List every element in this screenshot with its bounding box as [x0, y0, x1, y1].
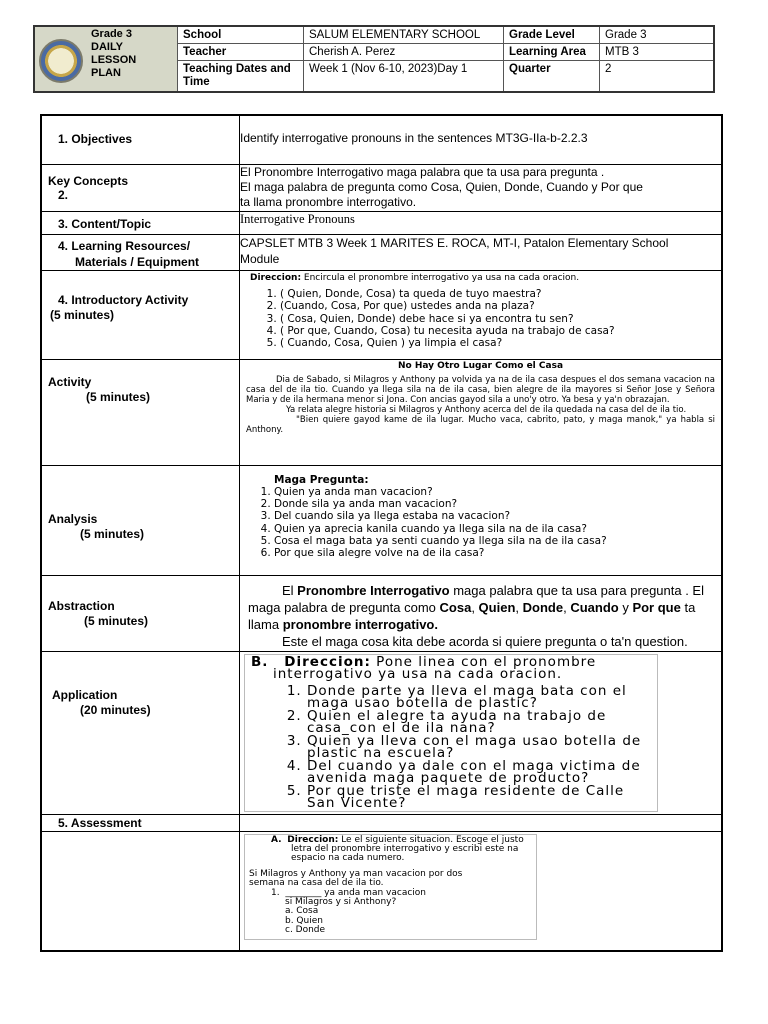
assessment-left-blank	[41, 831, 240, 951]
dlp-title-line: DAILY	[91, 41, 123, 53]
teacher-label: Teacher	[178, 44, 304, 61]
abstraction-row	[41, 575, 722, 651]
question-text: ________ ya anda man vacacion	[285, 887, 426, 898]
list-item: 5. ( Cuando, Cosa, Quien ) ya limpia el casa?	[280, 337, 713, 349]
story-paragraph: Ya relata alegre historia si Milagros y Anthony acerca del de ila quedada na casa del de ila tio.	[286, 405, 687, 416]
resources-line: CAPSLET MTB 3 Week 1 MARITES E. ROCA, MT-I, Patalon Elementary School	[240, 235, 669, 250]
list-item: 1. Donde parte ya lleva el maga bata con el maga usao botella de plastic?	[307, 685, 651, 710]
dlp-title-line: LESSON	[91, 54, 137, 66]
story-paragraph: Dia de Sabado, si Milagros y Anthony pa volvida ya na de ila casa despues el dos semana vacacion na casa del de ila tio. Cuando ya llega sila na de ila casa, bien alegre de ila mayores si Señor Jose y Señora Maria y de ila hermana menor si Jona. Con ancias gayod sila a uno'y otro. Ya besa y ya'n obrazajan.	[246, 375, 715, 406]
grade-label: Grade Level	[504, 26, 600, 44]
abstraction-bold: Cuando	[570, 599, 619, 615]
list-item: 2. (Cuando, Cosa, Por que) ustedes anda na plaza?	[280, 300, 713, 312]
list-item: 1. ( Quien, Donde, Cosa) ta queda de tuyo maestra?	[280, 288, 713, 300]
application-label-line: (20 minutes)	[80, 702, 151, 717]
abstraction-run: ,	[471, 599, 479, 615]
introductory-content	[240, 270, 723, 359]
abstraction-run: ,	[563, 599, 571, 615]
abstraction-run: ta llama	[248, 599, 696, 632]
abstraction-run: maga palabra que ta usa para pregunta . El maga palabra de pregunta como	[248, 582, 704, 615]
deped-seal-icon	[39, 39, 83, 83]
direction-text: Le el siguiente situacion. Escoge el justo letra del pronombre interrogativo y escribi este na espacio na cada numero.	[291, 834, 524, 864]
assessment-label: 5. Assessment	[41, 814, 240, 831]
introductory-direction	[250, 273, 713, 285]
application-row	[41, 651, 722, 814]
abstraction-run: El	[282, 582, 298, 598]
application-worksheet	[244, 654, 658, 812]
application-content	[240, 651, 723, 814]
abstraction-run: ,	[515, 599, 523, 615]
application-direction	[251, 653, 651, 682]
analysis-content	[240, 465, 723, 575]
abstraction-bold: Cosa	[439, 599, 472, 615]
school-label: School	[178, 26, 304, 44]
quarter-label: Quarter	[504, 61, 600, 93]
analysis-heading: Maga Pregunta:	[274, 473, 369, 486]
choice-item: a. Cosa	[285, 906, 319, 917]
story-paragraph: "Bien quiere gayod kame de ila lugar. Mucho vaca, cabrito, pato, y maga manok," ya habla si Anthony.	[246, 415, 715, 435]
direction-label: Direccion:	[250, 272, 302, 283]
assessment-content	[240, 831, 723, 951]
introductory-worksheet	[244, 271, 717, 350]
activity-story	[244, 362, 717, 436]
key-concepts-label-line: Key Concepts	[48, 173, 129, 188]
key-concepts-number: 2.	[58, 187, 69, 202]
introductory-label-line: 4. Introductory Activity	[58, 292, 189, 307]
abstraction-label-line: Abstraction	[48, 598, 115, 613]
abstraction-content	[240, 575, 723, 651]
list-item: 3. Del cuando sila ya llega estaba na vacacion?	[274, 510, 715, 522]
application-label	[41, 651, 240, 814]
dates-value: Week 1 (Nov 6-10, 2023)Day 1	[304, 61, 504, 93]
direction-letter: A.	[271, 834, 282, 845]
activity-row	[41, 359, 722, 465]
key-concepts-line: El Pronombre Interrogativo maga palabra que ta usa para pregunta .	[240, 164, 605, 179]
introductory-label	[41, 270, 240, 359]
dlp-title-line: Grade 3	[91, 28, 132, 40]
list-item: 4. Quien ya aprecia kanila cuando ya llega sila na de ila casa?	[274, 523, 715, 535]
direction-label: Direccion:	[287, 834, 339, 845]
assessment-situation: Si Milagros y Anthony ya man vacacion por dos semana na casa del de ila tio.	[249, 868, 463, 889]
objectives-label: 1. Objectives	[41, 115, 240, 164]
resources-label-line: Materials / Equipment	[75, 254, 200, 269]
header-title-cell	[34, 26, 178, 92]
introductory-label-line: (5 minutes)	[50, 307, 115, 322]
analysis-label-line: Analysis	[48, 511, 98, 526]
resources-text	[240, 234, 723, 270]
analysis-questions	[246, 474, 715, 560]
key-concepts-text	[240, 164, 723, 211]
question-line: 1. ________ ya anda man vacacion	[271, 887, 426, 898]
assessment-question	[249, 889, 532, 936]
direction-text: Pone linea con el pronombre interrogativo ya usa na cada oracion.	[273, 653, 597, 682]
direction-text: Encircula el pronombre interrogativo ya usa na cada oracion.	[301, 272, 580, 283]
list-item: 4. Del cuando ya dale con el maga victima de avenida maga paquete de producto?	[307, 760, 651, 785]
abstraction-bold: pronombre interrogativo.	[282, 616, 438, 632]
abstraction-label-line: (5 minutes)	[84, 613, 149, 628]
quarter-value: 2	[600, 61, 715, 93]
analysis-label	[41, 465, 240, 575]
header-table	[33, 25, 715, 93]
grade-value: Grade 3	[600, 26, 715, 44]
list-item: 3. Quien ya lleva con el maga usao botella de plastic na escuela?	[307, 735, 651, 760]
abstraction-line: Este el maga cosa kita debe acorda si quiere pregunta o ta'n question.	[282, 633, 688, 649]
key-concepts-line: El maga palabra de pregunta como Cosa, Quien, Donde, Cuando y Por que	[240, 179, 643, 194]
list-item: 1. Quien ya anda man vacacion?	[274, 486, 715, 498]
introductory-row	[41, 270, 722, 359]
introductory-list	[250, 288, 713, 349]
dates-label: Teaching Dates and Time	[178, 61, 304, 93]
list-item: 2. Quien el alegre ta ayuda na trabajo de casa_con el de ila nana?	[307, 710, 651, 735]
assessment-header-row	[41, 814, 722, 831]
application-list	[251, 682, 651, 811]
key-concepts-row	[41, 164, 722, 211]
key-concepts-label	[41, 164, 240, 211]
dlp-title	[91, 28, 136, 80]
resources-row	[41, 234, 722, 270]
assessment-direction	[249, 836, 532, 864]
direction-label: Direccion:	[284, 653, 371, 670]
area-value: MTB 3	[600, 44, 715, 61]
choice-item: c. Donde	[285, 925, 326, 936]
assessment-row	[41, 831, 722, 951]
key-concepts-line: ta llama pronombre interrogativo.	[240, 194, 417, 209]
choice-item: b. Quien	[285, 915, 323, 926]
abstraction-bold: Por que	[632, 599, 681, 615]
list-item: 4. ( Por que, Cuando, Cosa) tu necesita ayuda na trabajo de casa?	[280, 325, 713, 337]
list-item: 3. ( Cosa, Quien, Donde) debe hace si ya encontra tu sen?	[280, 313, 713, 325]
activity-content	[240, 359, 723, 465]
abstraction-text	[248, 582, 715, 633]
direction-letter: B.	[251, 653, 269, 670]
list-item: 5. Por que triste el maga residente de Calle San Vicente?	[307, 785, 651, 810]
abstraction-bold: Donde	[522, 599, 564, 615]
lesson-plan-table	[40, 114, 723, 952]
activity-label	[41, 359, 240, 465]
resources-line: Module	[240, 251, 280, 266]
activity-label-line: Activity	[48, 374, 92, 389]
abstraction-label	[41, 575, 240, 651]
content-topic-text: Interrogative Pronouns	[240, 211, 723, 234]
analysis-label-line: (5 minutes)	[80, 526, 145, 541]
activity-label-line: (5 minutes)	[86, 389, 151, 404]
content-topic-label: 3. Content/Topic	[41, 211, 240, 234]
school-value: SALUM ELEMENTARY SCHOOL	[304, 26, 504, 44]
analysis-list	[246, 486, 715, 560]
objectives-row	[41, 115, 722, 164]
list-item: 6. Por que sila alegre volve na de ila casa?	[274, 547, 715, 559]
objectives-text: Identify interrogative pronouns in the sentences MT3G-IIa-b-2.2.3	[240, 115, 723, 164]
assessment-worksheet	[244, 834, 537, 940]
abstraction-bold: Quien	[478, 599, 516, 615]
dlp-title-line: PLAN	[91, 67, 121, 79]
area-label: Learning Area	[504, 44, 600, 61]
resources-label-line: 4. Learning Resources/	[58, 238, 191, 253]
teacher-value: Cherish A. Perez	[304, 44, 504, 61]
story-title: No Hay Otro Lugar Como el Casa	[397, 360, 564, 371]
list-item: 5. Cosa el maga bata ya senti cuando ya llega sila na de ila casa?	[274, 535, 715, 547]
analysis-row	[41, 465, 722, 575]
question-text: si Milagros y si Anthony?	[285, 896, 397, 907]
list-item: 2. Donde sila ya anda man vacacion?	[274, 498, 715, 510]
abstraction-run: y	[618, 599, 633, 615]
application-label-line: Application	[52, 687, 118, 702]
assessment-header-blank	[240, 814, 723, 831]
content-topic-row	[41, 211, 722, 234]
resources-label	[41, 234, 240, 270]
abstraction-bold: Pronombre Interrogativo	[297, 582, 450, 598]
